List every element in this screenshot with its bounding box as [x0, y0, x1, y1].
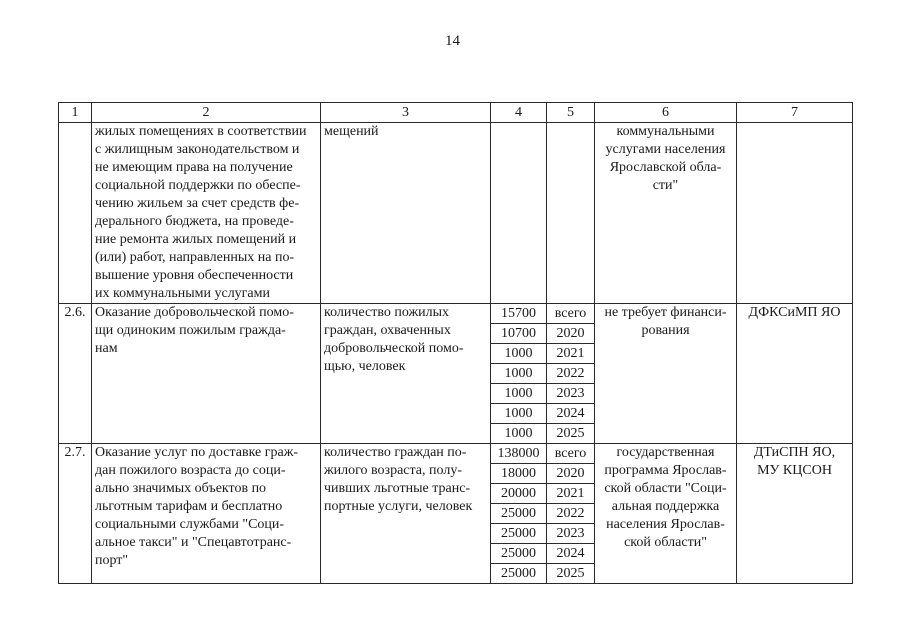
number-cell: [59, 123, 92, 304]
year-cell: 2025: [547, 424, 595, 444]
value-cell: 10700: [491, 324, 547, 344]
executor-cell: [737, 123, 853, 304]
header-cell: 1: [59, 103, 92, 123]
table-row: [59, 444, 853, 464]
header-cell: 5: [547, 103, 595, 123]
header-cell: 6: [595, 103, 737, 123]
continuation-row: [59, 123, 853, 304]
indicator-cell: мещений: [321, 123, 491, 304]
value-cell: 1000: [491, 344, 547, 364]
year-cell: 2022: [547, 364, 595, 384]
value-cell: 25000: [491, 544, 547, 564]
measure-name-cell: жилых помещениях в соответствии с жилищным законодательством и не имеющим права на получение социальной поддержки по обеспе- чению жильем за счет средств фе- дерального бюджета, на проведе- ние ремонта жилых помещений и (или) работ, направленных на по- вышение уровня обеспеченности их коммунальными услугами: [92, 123, 321, 304]
executor-cell: ДФКСиМП ЯО: [737, 304, 853, 444]
year-cell: 2025: [547, 564, 595, 584]
year-cell: 2024: [547, 404, 595, 424]
value-cell: 1000: [491, 424, 547, 444]
measure-name-cell: Оказание добровольческой помо- щи одиноким пожилым гражда- нам: [92, 304, 321, 444]
year-cell: 2023: [547, 524, 595, 544]
header-cell: 7: [737, 103, 853, 123]
value-cell: 25000: [491, 524, 547, 544]
header-cell: 4: [491, 103, 547, 123]
value-cell: [491, 123, 547, 304]
year-cell: 2020: [547, 464, 595, 484]
table-row: [59, 304, 853, 324]
year-cell: всего: [547, 304, 595, 324]
year-cell: 2020: [547, 324, 595, 344]
funding-cell: не требует финанси- рования: [595, 304, 737, 444]
header-cell: 2: [92, 103, 321, 123]
year-cell: 2021: [547, 484, 595, 504]
page-number: 14: [445, 33, 460, 49]
value-cell: 25000: [491, 564, 547, 584]
indicator-cell: количество граждан по- жилого возраста, полу- чивших льготные транс- портные услуги, человек: [321, 444, 491, 584]
value-cell: 18000: [491, 464, 547, 484]
value-cell: 1000: [491, 404, 547, 424]
row-number: 2.6.: [59, 304, 92, 444]
value-cell: 25000: [491, 504, 547, 524]
year-cell: [547, 123, 595, 304]
year-cell: всего: [547, 444, 595, 464]
header-row: [59, 103, 853, 123]
value-cell: 15700: [491, 304, 547, 324]
value-cell: 20000: [491, 484, 547, 504]
value-cell: 1000: [491, 384, 547, 404]
row-number: 2.7.: [59, 444, 92, 584]
value-cell: 138000: [491, 444, 547, 464]
indicator-cell: количество пожилых граждан, охваченных добровольческой помо- щью, человек: [321, 304, 491, 444]
year-cell: 2021: [547, 344, 595, 364]
year-cell: 2024: [547, 544, 595, 564]
funding-cell: государственная программа Ярослав- ской области "Соци- альная поддержка населения Ярослав- ской области": [595, 444, 737, 584]
funding-cell: коммунальными услугами населения Ярославской обла- сти": [595, 123, 737, 304]
executor-cell: ДТиСПН ЯО, МУ КЦСОН: [737, 444, 853, 584]
value-cell: 1000: [491, 364, 547, 384]
measure-name-cell: Оказание услуг по доставке граж- дан пожилого возраста до соци- ально значимых объектов по льготным тарифам и бесплатно социальными службами "Соци- альное такси" и "Спецавтотранс- порт": [92, 444, 321, 584]
year-cell: 2022: [547, 504, 595, 524]
year-cell: 2023: [547, 384, 595, 404]
header-cell: 3: [321, 103, 491, 123]
program-table: [58, 102, 853, 584]
